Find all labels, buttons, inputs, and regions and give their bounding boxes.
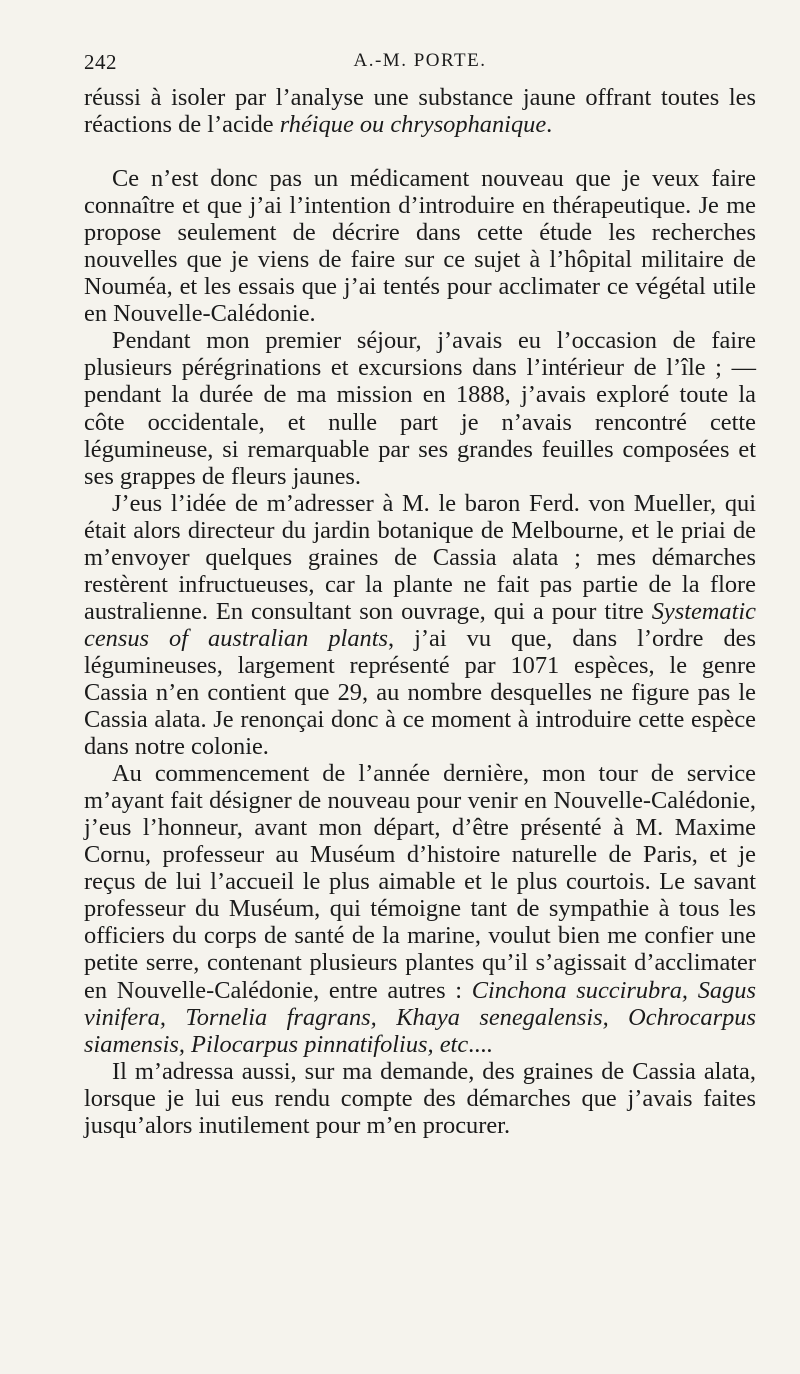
paragraph-1-end: . (546, 111, 553, 139)
page-number: 242 (84, 50, 117, 74)
paragraph-3 (84, 327, 756, 489)
paragraph-4-text: J’eus l’idée de m’adresser à M. le baron Ferd. von Mueller, qui était alors directeur du jardin botanique de Melbourne, et le priai de m’envoyer quelques graines de Cassia alata ; mes démarches restèrent infructueuses, car la plante ne fait pas partie de la flore australienne. En consultant son ouvrage, qui a pour titre (84, 489, 756, 625)
paragraph-1-text: réussi à isoler par l’analyse une substance jaune offrant toutes les réactions de l’acide (84, 84, 756, 139)
paragraph-4 (84, 490, 756, 760)
paragraph-6 (84, 1058, 756, 1139)
paragraph-5-end: .... (468, 1030, 493, 1058)
paragraph-4-italic: Systematic census of australian plants (84, 597, 756, 652)
paragraph-5 (84, 760, 756, 1058)
paragraph-5-text: Au commencement de l’année dernière, mon tour de service m’ayant fait désigner de nouveau pour venir en Nouvelle-Calédonie, j’eus l’honneur, avant mon départ, d’être présenté à M. Maxime Cornu, professeur au Muséum d’histoire naturelle de Paris, et je reçus de lui l’accueil le plus aimable et le plus courtois. Le savant professeur du Muséum, qui témoigne tant de sympathie à tous les officiers du corps de santé de la marine, voulut bien me confier une petite serre, contenant plusieurs plantes qu’il s’agissait d’acclimater en Nouvelle-Calédonie, entre autres : (84, 760, 756, 1004)
body-text (84, 84, 756, 1139)
paragraph-5-italic: Cinchona succirubra, Sagus vinifera, Tornelia fragrans, Khaya senegalensis, Ochrocarpus siamensis, Pilocarpus pinnatifolius, etc (84, 976, 756, 1058)
page-header (84, 44, 756, 78)
running-head: A.-M. PORTE. (353, 50, 487, 71)
paragraph-6-text: Il m’adressa aussi, sur ma demande, des graines de Cassia alata, lorsque je lui eus rendu compte des démarches que j’avais faites jusqu’alors inutilement pour m’en procurer. (84, 1057, 756, 1139)
paragraph-2-text: Ce n’est donc pas un médicament nouveau que je veux faire connaître et que j’ai l’intention d’introduire en thérapeutique. Je me propose seulement de décrire dans cette étude les recherches nouvelles que je viens de faire sur ce sujet à l’hôpital militaire de Nouméa, et les essais que j’ai tentés pour acclimater ce végétal utile en Nouvelle-Calédonie. (84, 165, 756, 328)
paragraph-2 (84, 165, 756, 327)
paragraph-1-italic: rhéique ou chrysophanique (279, 111, 547, 139)
paragraph-1 (84, 84, 756, 138)
paragraph-3-text: Pendant mon premier séjour, j’avais eu l’occasion de faire plusieurs pérégrinations et excursions dans l’intérieur de l’île ; — pendant la durée de ma mission en 1888, j’avais exploré toute la côte occidentale, et nulle part je n’avais rencontré cette légumineuse, si remarquable par ses grandes feuilles composées et ses grappes de fleurs jaunes. (84, 327, 756, 490)
paragraph-4-end: , j’ai vu que, dans l’ordre des légumineuses, largement représenté par 1071 espèces, le genre Cassia n’en contient que 29, au nombre desquelles ne figure pas le Cassia alata. Je renonçai donc à ce moment à introduire cette espèce dans notre colonie. (84, 624, 756, 761)
